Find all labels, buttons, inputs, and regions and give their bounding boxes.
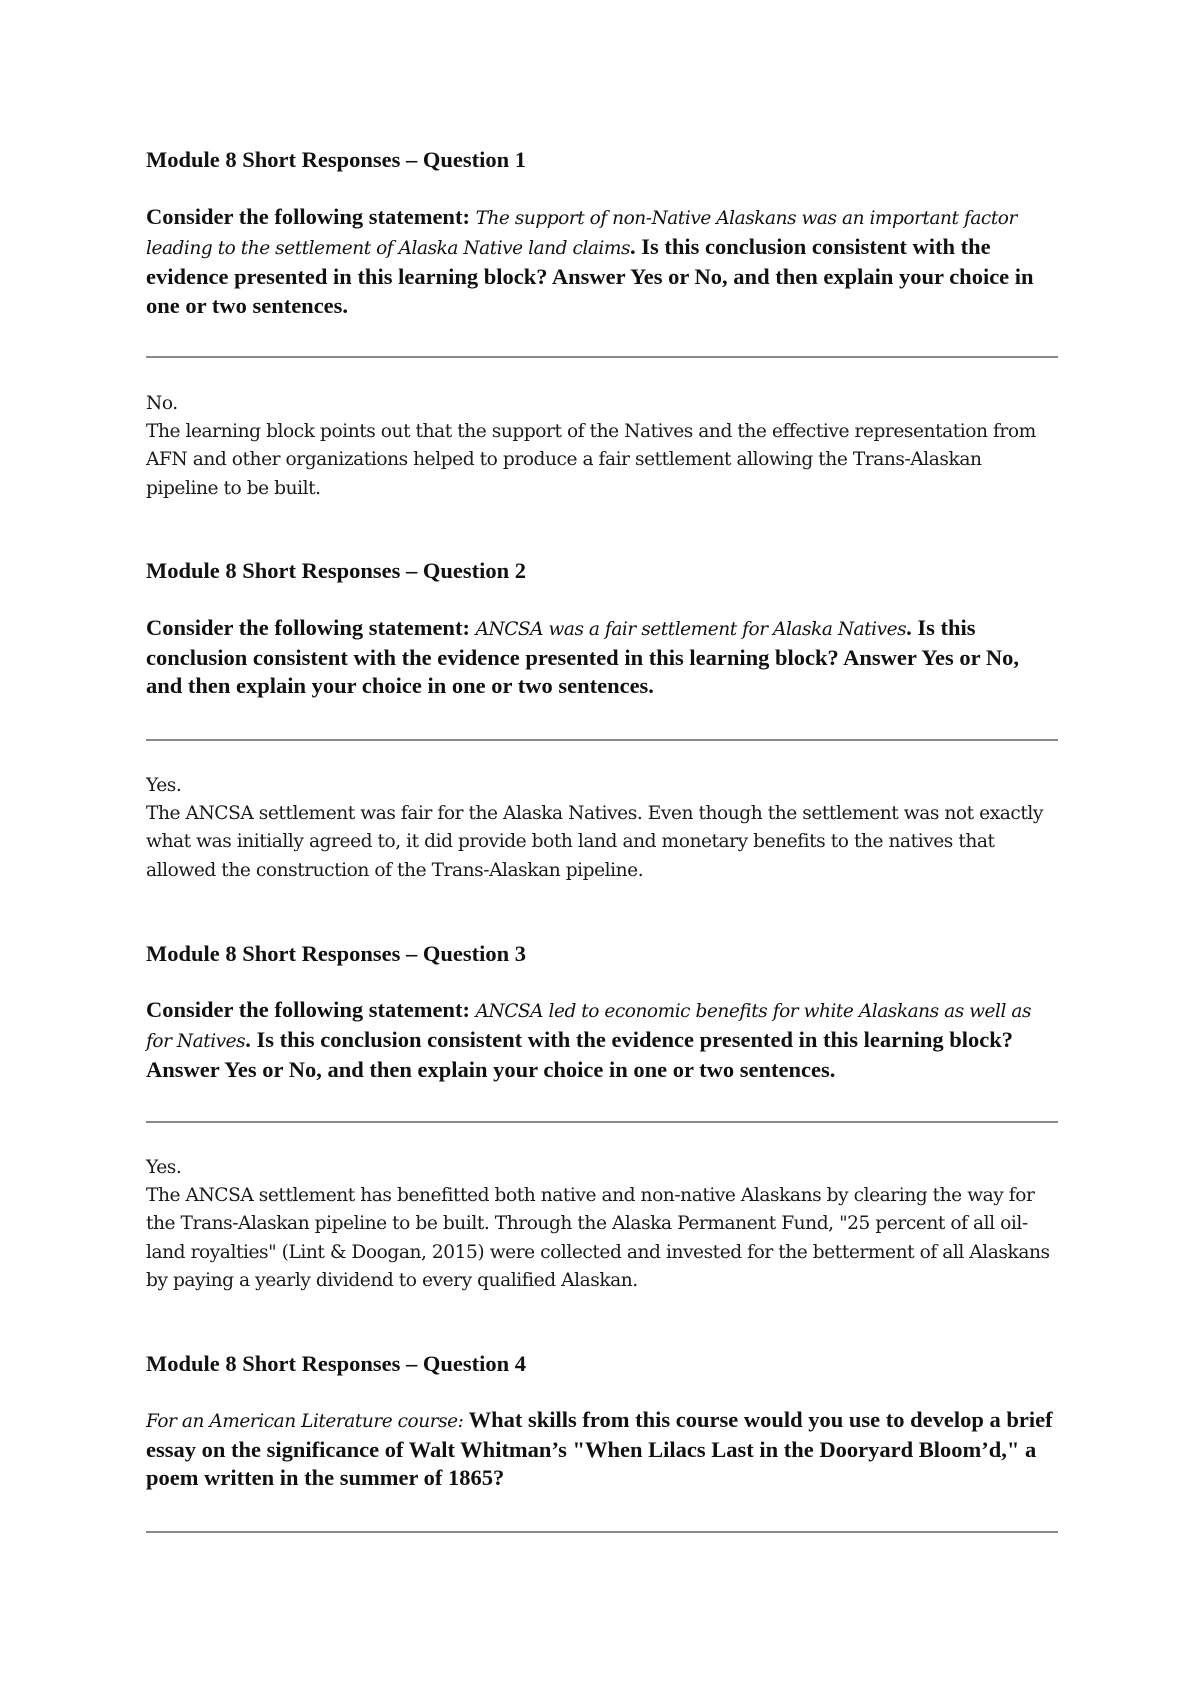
question-4-prompt [146,1406,1058,1493]
prompt-statement: The support of non-Native Alaskans was an important factor leading to the settlement of Alaska Native land claims [146,208,1017,260]
answer-divider [146,1121,1058,1123]
answer-divider [146,1531,1058,1533]
prompt-lead: Consider the following statement: [146,997,470,1022]
prompt-lead: Consider the following statement: [146,615,470,640]
question-1-prompt [146,203,1058,320]
prompt-tail: . Is this conclusion consistent with the evidence presented in this learning block? Answer Yes or No, and then explain your choice in one or two sentences. [146,1027,1014,1083]
answer-choice: Yes. [146,775,182,796]
prompt-lead: For an American Literature course: [146,1411,464,1432]
prompt-tail: . Is this conclusion consistent with the evidence presented in this learning block? Answer Yes or No, and then explain your choice in one or two sentences. [146,234,1034,318]
answer-choice: Yes. [146,1157,182,1178]
question-2-prompt [146,614,1058,701]
prompt-lead: Consider the following statement: [146,204,470,229]
answer-divider [146,739,1058,741]
answer-text: The ANCSA settlement was fair for the Alaska Natives. Even though the settlement was not exactly what was initially agreed to, it did provide both land and monetary benefits to the natives that allowed the construction of the Trans-Alaskan pipeline. [146,803,1043,881]
question-3-prompt [146,996,1058,1085]
answer-choice: No. [146,393,178,414]
prompt-statement: ANCSA led to economic benefits for white Alaskans as well as for Natives [146,1001,1032,1053]
answer-text: The ANCSA settlement has benefitted both native and non-native Alaskans by clearing the way for the Trans-Alaskan pipeline to be built. Through the Alaska Permanent Fund, "25 percent of all oil-land royalties" (Lint & Doogan, 2015) were collected and invested for the betterment of all Alaskans by paying a yearly dividend to every qualified Alaskan. [146,1185,1050,1291]
answer-text: The learning block points out that the support of the Natives and the effective representation from AFN and other organizations helped to produce a fair settlement allowing the Trans-Alaskan pipeline to be built. [146,421,1036,499]
question-1-heading: Module 8 Short Responses – Question 1 [146,147,527,172]
prompt-statement: ANCSA was a fair settlement for Alaska Natives [475,619,907,640]
prompt-body: What skills from this course would you use to develop a brief essay on the significance of Walt Whitman’s "When Lilacs Last in the Dooryard Bloom’d," a poem written in the summer of 1865? [146,1407,1053,1491]
question-3-answer [146,1154,1058,1295]
question-1-answer [146,390,1058,503]
question-3-heading: Module 8 Short Responses – Question 3 [146,941,527,966]
question-2-answer [146,772,1058,885]
answer-divider [146,356,1058,358]
question-4-heading: Module 8 Short Responses – Question 4 [146,1351,527,1376]
question-2-heading: Module 8 Short Responses – Question 2 [146,558,527,583]
prompt-tail: . Is this conclusion consistent with the evidence presented in this learning block? Answer Yes or No, and then explain your choice in one or two sentences. [146,615,1019,699]
